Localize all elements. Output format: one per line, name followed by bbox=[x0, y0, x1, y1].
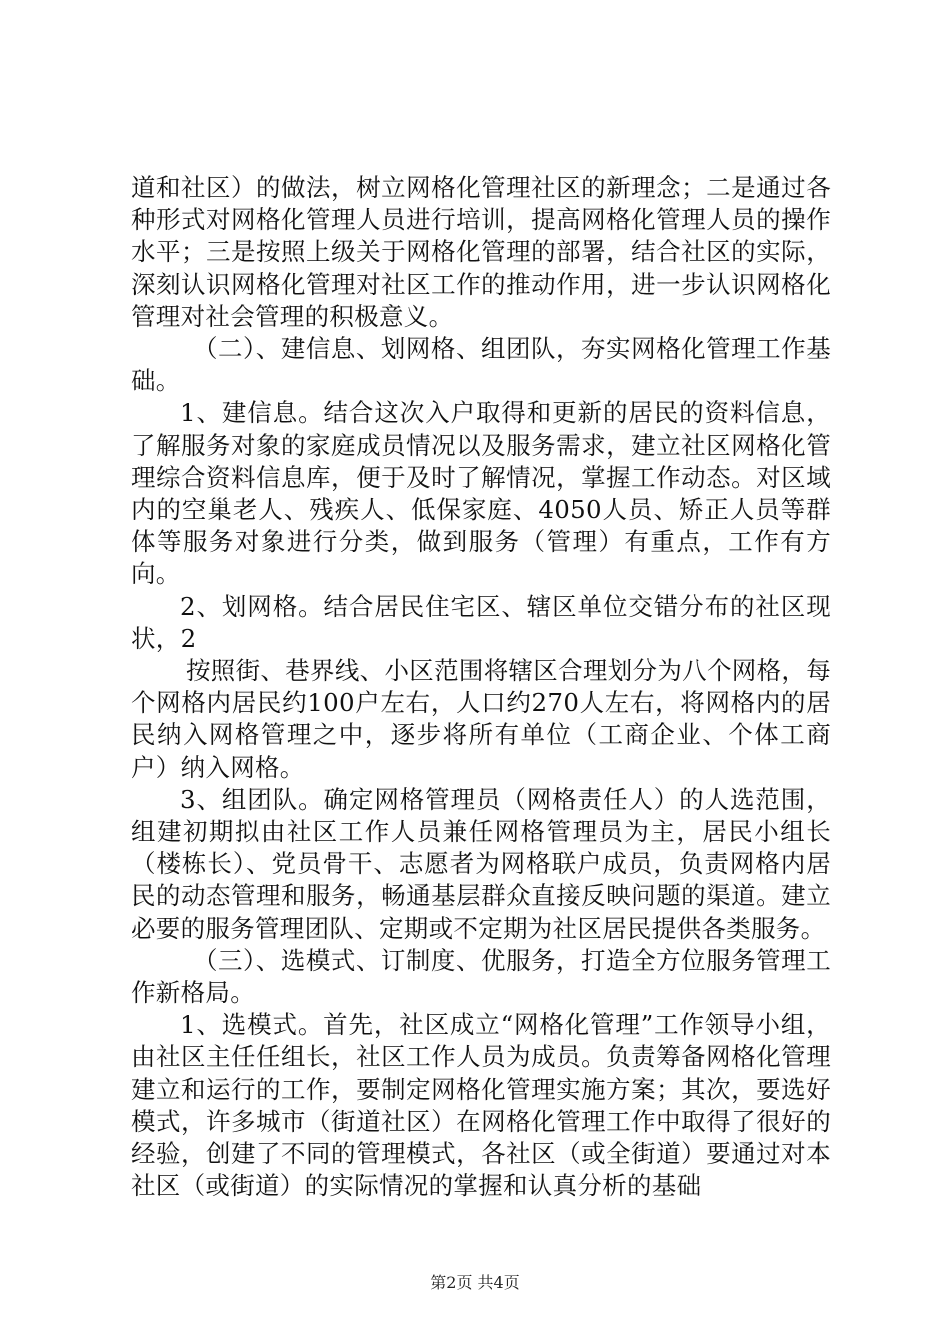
section-heading-2: （二）、建信息、划网格、组团队，夯实网格化管理工作基础。 bbox=[131, 334, 831, 396]
paragraph-choose-mode: 1、选模式。首先，社区成立“网格化管理”工作领导小组，由社区主任任组长，社区工作人员为成员。负责筹备网格化管理建立和运行的工作，要制定网格化管理实施方案；其次，要选好模式，许多城市（街道社区）在网格化管理工作中取得了很好的经验，创建了不同的管理模式，各社区（或全街道）要通过对本社区（或街道）的实际情况的掌握和认真分析的基础 bbox=[131, 1010, 831, 1201]
page-footer: 第2页 共4页 bbox=[430, 1273, 520, 1292]
document-body bbox=[131, 172, 831, 1203]
paragraph-form-team: 3、组团队。确定网格管理员（网格责任人）的人选范围，组建初期拟由社区工作人员兼任网格管理员为主，居民小组长（楼栋长）、党员骨干、志愿者为网格联户成员，负责网格内居民的动态管理和服务，畅通基层群众直接反映问题的渠道。建立必要的服务管理团队、定期或不定期为社区居民提供各类服务。 bbox=[131, 784, 831, 943]
paragraph-1: 道和社区）的做法，树立网格化管理社区的新理念；二是通过各种形式对网格化管理人员进行培训，提高网格化管理人员的操作水平；三是按照上级关于网格化管理的部署，结合社区的实际，深刻认识网格化管理对社区工作的推动作用，进一步认识网格化管理对社会管理的积极意义。 bbox=[131, 173, 831, 331]
paragraph-build-info: 1、建信息。结合这次入户取得和更新的居民的资料信息，了解服务对象的家庭成员情况以及服务需求，建立社区网格化管理综合资料信息库，便于及时了解情况，掌握工作动态。对区域内的空巢老人、残疾人、低保家庭、4050人员、矫正人员等群体等服务对象进行分类，做到服务（管理）有重点，工作有方向。 bbox=[131, 398, 831, 589]
section-heading-3: （三）、选模式、订制度、优服务，打造全方位服务管理工作新格局。 bbox=[131, 945, 831, 1008]
paragraph-divide-grid-cont: 按照街、巷界线、小区范围将辖区合理划分为八个网格，每个网格内居民约100户左右，人口约270人左右，将网格内的居民纳入网格管理之中，逐步将所有单位（工商企业、个体工商户）纳入网格。 bbox=[131, 656, 831, 782]
paragraph-divide-grid: 2、划网格。结合居民住宅区、辖区单位交错分布的社区现状，2 bbox=[131, 591, 831, 653]
